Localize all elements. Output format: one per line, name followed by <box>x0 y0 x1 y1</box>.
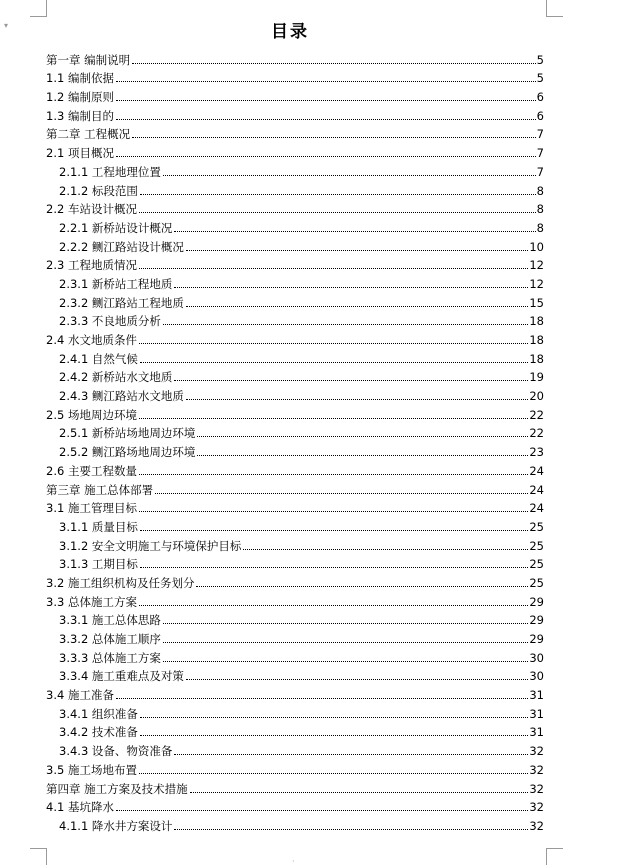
toc-entry-label: 2.5 场地周边环境 <box>46 407 137 422</box>
toc-leader-dots <box>139 268 528 269</box>
toc-leader-dots <box>116 810 528 811</box>
toc-leader-dots <box>174 829 528 830</box>
toc-entry-page: 25 <box>529 575 544 590</box>
toc-entry[interactable] <box>46 571 544 590</box>
toc-leader-dots <box>186 679 528 680</box>
toc-leader-dots <box>186 399 528 400</box>
toc-entry[interactable] <box>46 328 544 347</box>
toc-entry-label: 2.2.1 新桥站设计概况 <box>59 220 173 235</box>
toc-leader-dots <box>116 156 536 157</box>
toc-leader-dots <box>139 511 528 512</box>
toc-entry[interactable] <box>46 758 544 777</box>
toc-entry-page: 12 <box>529 276 544 291</box>
toc-entry-label: 3.2 施工组织机构及任务划分 <box>46 575 195 590</box>
toc-entry-page: 7 <box>536 164 544 179</box>
toc-entry-page: 7 <box>536 146 544 161</box>
toc-entry[interactable] <box>46 291 544 310</box>
toc-leader-dots <box>197 455 528 456</box>
toc-entry-label: 3.1.1 质量目标 <box>59 519 138 534</box>
toc-entry[interactable] <box>46 310 544 329</box>
toc-entry-page: 7 <box>536 127 544 142</box>
toc-entry-label: 第二章 工程概况 <box>46 127 131 142</box>
toc-entry[interactable] <box>46 123 544 142</box>
toc-leader-dots <box>140 717 528 718</box>
toc-leader-dots <box>163 661 528 662</box>
toc-entry-page: 32 <box>529 800 544 815</box>
toc-entry-page: 31 <box>529 706 544 721</box>
toc-leader-dots <box>139 773 528 774</box>
toc-entry[interactable] <box>46 198 544 217</box>
toc-leader-dots <box>163 642 528 643</box>
toc-leader-dots <box>163 623 528 624</box>
toc-entry-label: 第四章 施工方案及技术措施 <box>46 781 188 796</box>
toc-entry-page: 25 <box>529 538 544 553</box>
toc-leader-dots <box>174 287 528 288</box>
toc-entry[interactable] <box>46 777 544 796</box>
table-of-contents <box>46 48 544 833</box>
toc-entry[interactable] <box>46 179 544 198</box>
toc-leader-dots <box>139 418 528 419</box>
toc-entry-page: 19 <box>529 370 544 385</box>
toc-entry-label: 第一章 编制说明 <box>46 52 131 67</box>
toc-leader-dots <box>186 250 528 251</box>
toc-entry-label: 1.2 编制原则 <box>46 90 114 105</box>
toc-entry-page: 32 <box>529 818 544 833</box>
toc-leader-dots <box>140 567 528 568</box>
toc-entry-label: 2.3 工程地质情况 <box>46 258 137 273</box>
toc-entry[interactable] <box>46 85 544 104</box>
toc-leader-dots <box>140 362 528 363</box>
toc-entry-label: 3.4.3 设备、物资准备 <box>59 744 173 759</box>
toc-entry-page: 8 <box>536 183 544 198</box>
toc-entry-page: 24 <box>529 501 544 516</box>
toc-leader-dots <box>174 380 528 381</box>
toc-entry-label: 4.1 基坑降水 <box>46 800 114 815</box>
toc-entry-page: 6 <box>536 108 544 123</box>
toc-leader-dots <box>243 549 528 550</box>
margin-marker-icon: ▾ <box>4 21 9 30</box>
toc-entry-page: 22 <box>529 426 544 441</box>
toc-entry-page: 25 <box>529 519 544 534</box>
bottom-marker-icon: · <box>292 857 295 866</box>
toc-entry-page: 30 <box>529 650 544 665</box>
toc-entry-label: 2.5.1 新桥站场地周边环境 <box>59 426 196 441</box>
toc-entry-label: 3.3.4 施工重难点及对策 <box>59 669 184 684</box>
toc-entry[interactable] <box>46 627 544 646</box>
toc-entry-page: 29 <box>529 632 544 646</box>
toc-leader-dots <box>116 100 536 101</box>
toc-entry-page: 24 <box>529 463 544 478</box>
toc-entry-page: 32 <box>529 762 544 777</box>
toc-leader-dots <box>197 436 528 437</box>
toc-entry-page: 29 <box>529 613 544 628</box>
toc-leader-dots <box>186 306 528 307</box>
toc-entry-label: 2.2.2 鲗江路站设计概况 <box>59 239 184 254</box>
toc-entry-page: 24 <box>529 482 544 497</box>
toc-entry-page: 30 <box>529 669 544 684</box>
toc-leader-dots <box>190 792 529 793</box>
toc-entry[interactable] <box>46 590 544 609</box>
toc-entry-page: 18 <box>529 333 544 347</box>
toc-entry-label: 4.1.1 降水井方案设计 <box>59 818 173 833</box>
toc-entry[interactable] <box>46 160 544 179</box>
toc-entry-page: 5 <box>536 71 544 86</box>
toc-entry-page: 31 <box>529 688 544 703</box>
toc-entry[interactable] <box>46 702 544 721</box>
toc-entry[interactable] <box>46 459 544 478</box>
toc-entry[interactable] <box>46 515 544 534</box>
toc-leader-dots <box>139 605 528 606</box>
toc-leader-dots <box>196 586 528 587</box>
toc-entry[interactable] <box>46 366 544 385</box>
toc-entry[interactable] <box>46 814 544 833</box>
toc-entry[interactable] <box>46 216 544 235</box>
toc-leader-dots <box>116 698 528 699</box>
toc-entry[interactable] <box>46 48 544 67</box>
toc-entry-label: 3.4.2 技术准备 <box>59 725 138 740</box>
toc-leader-dots <box>174 231 535 232</box>
toc-entry-label: 2.1 项目概况 <box>46 146 114 161</box>
toc-entry-page: 23 <box>529 445 544 460</box>
toc-leader-dots <box>155 493 528 494</box>
toc-entry[interactable] <box>46 497 544 516</box>
toc-entry-page: 18 <box>529 314 544 329</box>
toc-leader-dots <box>132 63 536 64</box>
toc-entry-page: 20 <box>529 389 544 404</box>
toc-leader-dots <box>116 119 536 120</box>
toc-entry-page: 6 <box>536 90 544 105</box>
toc-leader-dots <box>140 735 528 736</box>
toc-entry[interactable] <box>46 665 544 684</box>
toc-entry[interactable] <box>46 440 544 459</box>
toc-entry-label: 1.1 编制依据 <box>46 71 114 86</box>
toc-entry-label: 3.5 施工场地布置 <box>46 762 137 777</box>
toc-entry-label: 3.1.3 工期目标 <box>59 557 138 572</box>
toc-entry-label: 2.1.1 工程地理位置 <box>59 164 161 179</box>
toc-entry-label: 2.3.3 不良地质分析 <box>59 314 161 329</box>
toc-entry-label: 1.3 编制目的 <box>46 108 114 123</box>
toc-entry[interactable] <box>46 609 544 628</box>
toc-entry-page: 31 <box>529 725 544 740</box>
toc-entry[interactable] <box>46 553 544 572</box>
toc-entry[interactable] <box>46 422 544 441</box>
toc-title: 目录 <box>271 22 309 42</box>
toc-leader-dots <box>163 175 536 176</box>
crop-mark-bottom-left <box>30 848 47 865</box>
toc-entry[interactable] <box>46 141 544 160</box>
toc-entry[interactable] <box>46 403 544 422</box>
toc-entry-page: 18 <box>529 351 544 366</box>
crop-mark-bottom-right <box>546 848 563 865</box>
toc-entry[interactable] <box>46 721 544 740</box>
toc-entry-label: 3.4 施工准备 <box>46 688 114 703</box>
toc-entry-label: 2.4.2 新桥站水文地质 <box>59 370 173 385</box>
toc-entry-page: 10 <box>529 239 544 254</box>
toc-entry-page: 8 <box>536 202 544 217</box>
toc-entry-label: 2.6 主要工程数量 <box>46 463 137 478</box>
toc-entry[interactable] <box>46 796 544 815</box>
toc-entry-label: 2.3.2 鲗江路站工程地质 <box>59 295 184 310</box>
toc-entry[interactable] <box>46 104 544 123</box>
toc-entry-label: 2.5.2 鲗江路场地周边环境 <box>59 445 196 460</box>
toc-leader-dots <box>139 212 536 213</box>
toc-leader-dots <box>139 474 528 475</box>
toc-leader-dots <box>139 343 528 344</box>
toc-entry-label: 3.1.2 安全文明施工与环境保护目标 <box>59 538 242 553</box>
toc-leader-dots <box>140 530 528 531</box>
crop-mark-top-right <box>546 0 563 17</box>
toc-entry-label: 3.3.3 总体施工方案 <box>59 650 161 665</box>
toc-entry[interactable] <box>46 272 544 291</box>
toc-entry-page: 15 <box>529 295 544 310</box>
toc-entry-label: 2.1.2 标段范围 <box>59 183 138 198</box>
toc-entry-label: 3.3.1 施工总体思路 <box>59 613 161 628</box>
toc-entry[interactable] <box>46 67 544 86</box>
toc-leader-dots <box>163 324 528 325</box>
toc-leader-dots <box>174 754 528 755</box>
toc-entry-label: 2.3.1 新桥站工程地质 <box>59 276 173 291</box>
toc-entry[interactable] <box>46 739 544 758</box>
toc-entry-page: 22 <box>529 407 544 422</box>
toc-entry[interactable] <box>46 683 544 702</box>
toc-entry-label: 2.4 水文地质条件 <box>46 333 137 347</box>
toc-entry-page: 32 <box>529 744 544 759</box>
toc-entry-label: 2.2 车站设计概况 <box>46 202 137 217</box>
toc-entry[interactable] <box>46 384 544 403</box>
toc-entry-label: 3.4.1 组织准备 <box>59 706 138 721</box>
toc-entry[interactable] <box>46 478 544 497</box>
toc-entry-label: 2.4.1 自然气候 <box>59 351 138 366</box>
toc-leader-dots <box>140 194 536 195</box>
toc-entry-page: 25 <box>529 557 544 572</box>
toc-leader-dots <box>132 137 536 138</box>
crop-mark-top-left <box>30 0 47 17</box>
toc-entry-page: 5 <box>536 52 544 67</box>
toc-entry[interactable] <box>46 646 544 665</box>
toc-entry-label: 2.4.3 鲗江路站水文地质 <box>59 389 184 404</box>
toc-entry-page: 32 <box>529 781 544 796</box>
toc-entry-label: 3.1 施工管理目标 <box>46 501 137 516</box>
toc-entry-page: 8 <box>536 220 544 235</box>
toc-entry[interactable] <box>46 254 544 273</box>
toc-entry[interactable] <box>46 235 544 254</box>
toc-entry-label: 第三章 施工总体部署 <box>46 482 154 497</box>
toc-leader-dots <box>116 81 536 82</box>
toc-entry[interactable] <box>46 347 544 366</box>
toc-entry[interactable] <box>46 534 544 553</box>
toc-entry-page: 29 <box>529 594 544 609</box>
toc-entry-page: 12 <box>529 258 544 273</box>
toc-entry-label: 3.3 总体施工方案 <box>46 594 137 609</box>
toc-entry-label: 3.3.2 总体施工顺序 <box>59 632 161 646</box>
